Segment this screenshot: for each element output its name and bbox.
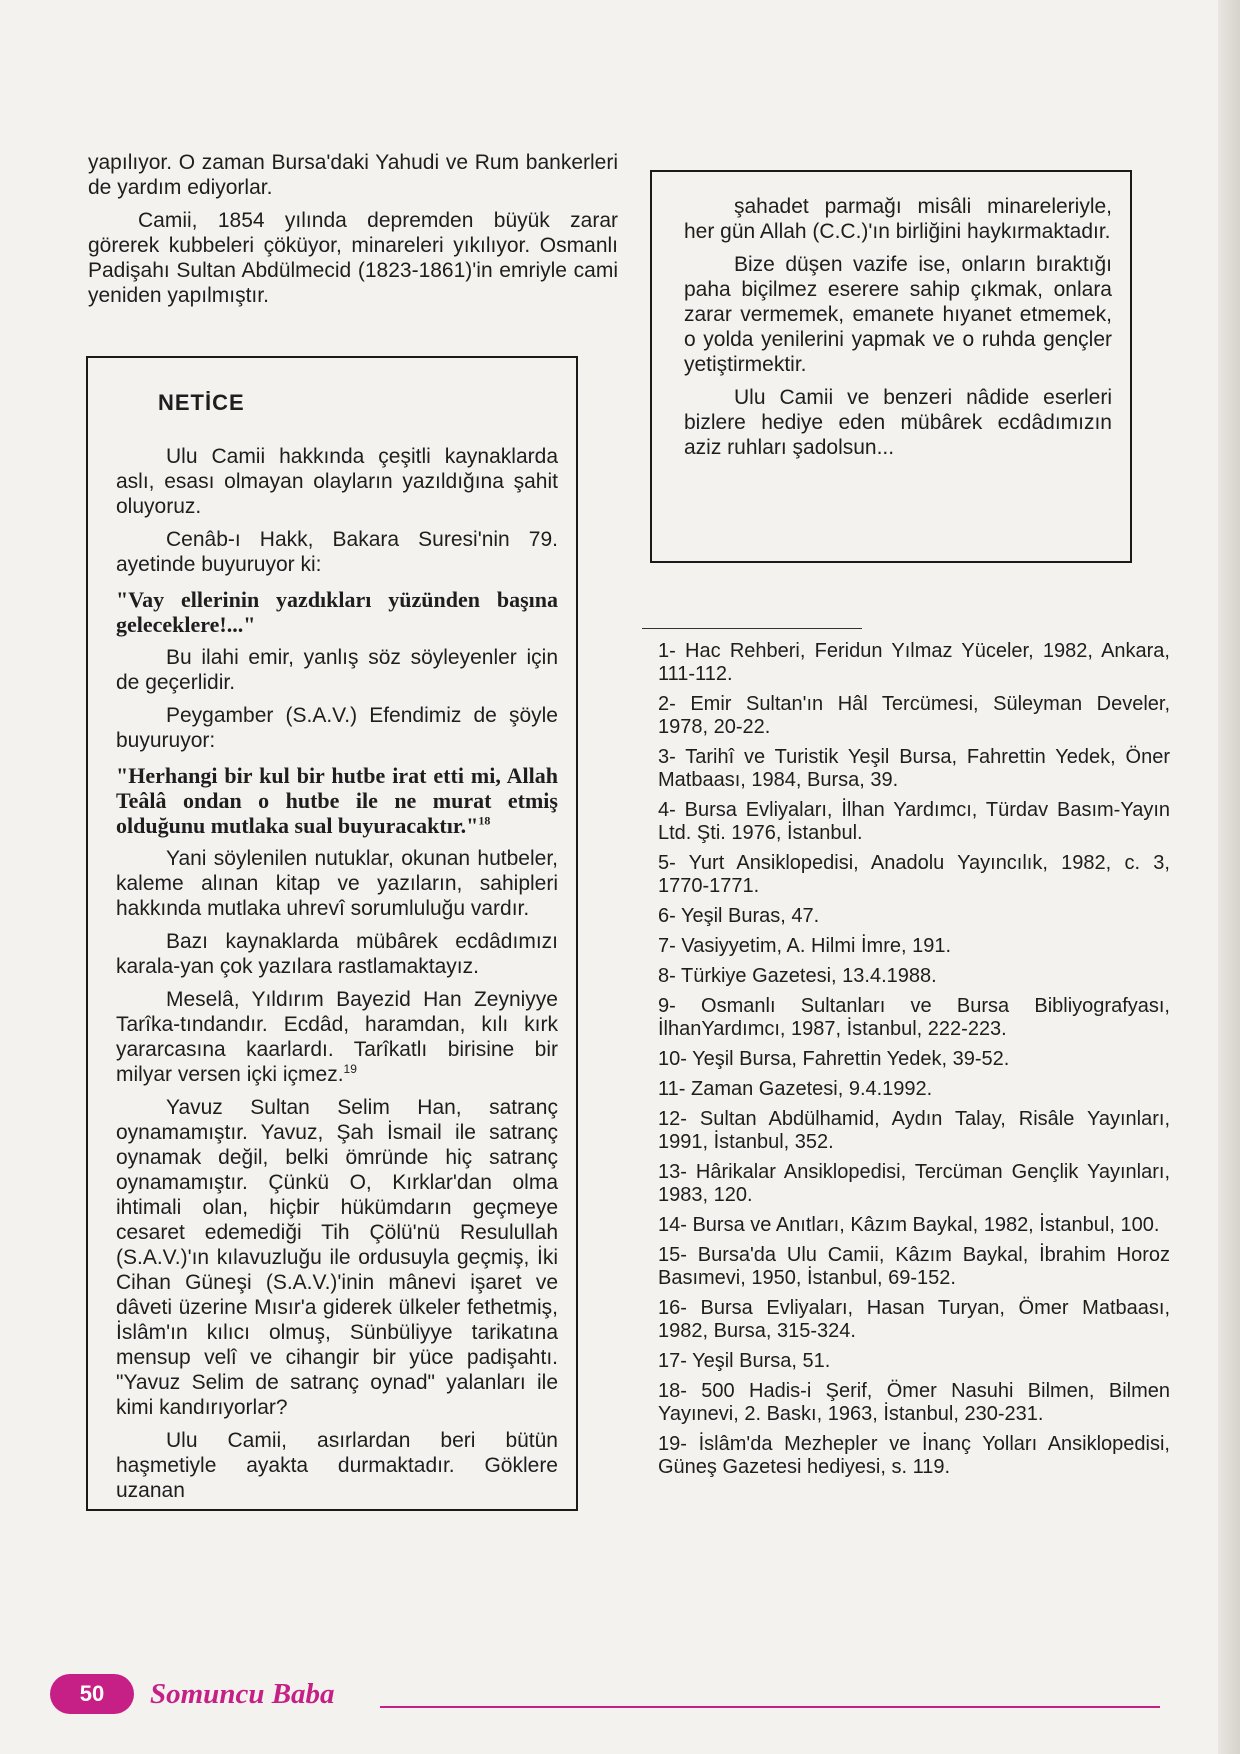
section-heading: NETİCE [158,390,245,415]
paragraph: Peygamber (S.A.V.) Efendimiz de şöyle buyuruyor: [116,704,558,752]
footnote-ref: 19 [343,1062,357,1076]
footnote: 2- Emir Sultan'ın Hâl Tercümesi, Süleyman Develer, 1978, 20-22. [658,693,1170,738]
paragraph-text: Meselâ, Yıldırım Bayezid Han Zeyniyye Tarîka-tındandır. Ecdâd, haramdan, kılı kırk yararcasına kaarlardı. Tarîkatlı birisine bir milyar versen içki içmez. [116,988,558,1086]
footnote: 5- Yurt Ansiklopedisi, Anadolu Yayıncılık, 1982, c. 3, 1770-1771. [658,852,1170,897]
footnote: 3- Tarihî ve Turistik Yeşil Bursa, Fahrettin Yedek, Öner Matbaası, 1984, Bursa, 39. [658,746,1170,791]
footnote: 8- Türkiye Gazetesi, 13.4.1988. [658,965,937,987]
footnote: 6- Yeşil Buras, 47. [658,905,820,927]
magazine-title: Somuncu Baba [150,1678,335,1710]
hadith-quote [116,763,558,838]
footnote-divider [642,628,862,629]
footnote: 9- Osmanlı Sultanları ve Bursa Bibliyografyası, İlhanYardımcı, 1987, İstanbul, 222-223. [658,995,1170,1040]
footnote: 15- Bursa'da Ulu Camii, Kâzım Baykal, İbrahim Horoz Basımevi, 1950, İstanbul, 69-152. [658,1244,1170,1289]
page-edge-shadow [1218,0,1240,1754]
footnote: 11- Zaman Gazetesi, 9.4.1992. [658,1078,933,1100]
footnote: 18- 500 Hadis-i Şerif, Ömer Nasuhi Bilmen, Bilmen Yayınevi, 2. Baskı, 1963, İstanbul, 230-231. [658,1380,1170,1425]
footnote: 17- Yeşil Bursa, 51. [658,1350,831,1372]
footnote: 4- Bursa Evliyaları, İlhan Yardımcı, Türdav Basım-Yayın Ltd. Şti. 1976, İstanbul. [658,799,1170,844]
left-column-intro [88,150,618,308]
paragraph: Bazı kaynaklarda mübârek ecdâdımızı karala-yan çok yazılara rastlamaktayız. [116,930,558,978]
paragraph: Yani söylenilen nutuklar, okunan hutbeler, kaleme alınan kitap ve yazıların, sahipleri hakkında mutlaka uhrevî sorumluluğu vardır. [116,847,558,920]
paragraph: Bu ilahi emir, yanlış söz söyleyenler için de geçerlidir. [116,646,558,694]
paragraph: Camii, 1854 yılında depremden büyük zarar görerek kubbeleri çöküyor, minareleri yıkılıyor. Osmanlı Padişahı Sultan Abdülmecid (1823-1861)'in emriyle cami yeniden yapılmıştır. [88,209,618,307]
paragraph: Ulu Camii ve benzeri nâdide eserleri bizlere hediye eden mübârek ecdâdımızın aziz ruhları şadolsun... [684,386,1112,459]
netice-box [86,356,578,1511]
footnote-ref: 18 [478,813,491,828]
paragraph: şahadet parmağı misâli minareleriyle, her gün Allah (C.C.)'ın birliğini haykırmaktadır. [684,195,1112,243]
paragraph: Cenâb-ı Hakk, Bakara Suresi'nin 79. ayetinde buyuruyor ki: [116,528,558,576]
paragraph: Ulu Camii, asırlardan beri bütün haşmetiyle ayakta durmaktadır. Göklere uzanan [116,1429,558,1502]
paragraph: Bize düşen vazife ise, onların bıraktığı paha biçilmez eserere sahip çıkmak, onlara zarar vermemek, emanete hıyanet etmemek, o yolda yenilerini yapmak ve o ruhda gençler yetiştirmektir. [684,253,1112,376]
footnote: 16- Bursa Evliyaları, Hasan Turyan, Ömer Matbaası, 1982, Bursa, 315-324. [658,1297,1170,1342]
paragraph: yapılıyor. O zaman Bursa'daki Yahudi ve Rum bankerleri de yardım ediyorlar. [88,151,618,199]
paragraph [116,987,558,1087]
footnote: 13- Hârikalar Ansiklopedisi, Tercüman Gençlik Yayınları, 1983, 120. [658,1161,1170,1206]
footnote: 12- Sultan Abdülhamid, Aydın Talay, Risâle Yayınları, 1991, İstanbul, 352. [658,1108,1170,1153]
footnote-list [658,640,1170,1486]
footer-divider [380,1706,1160,1708]
quran-quote: "Vay ellerinin yazdıkları yüzünden başına geleceklere!..." [116,587,558,637]
page-footer [50,1674,1170,1720]
footnote: 14- Bursa ve Anıtları, Kâzım Baykal, 1982, İstanbul, 100. [658,1214,1160,1236]
footnote: 19- İslâm'da Mezhepler ve İnanç Yolları Ansiklopedisi, Güneş Gazetesi hediyesi, s. 119. [658,1433,1170,1478]
paragraph: Yavuz Sultan Selim Han, satranç oynamamıştır. Yavuz, Şah İsmail ile satranç oynamak değil, belki ömründe hiç satranç oynamamıştır. Çünkü O, Kırklar'dan olma ihtimali olan, hiçbir hükümdarın geçmeye cesaret edemediği Tih Çölü'nü Resulullah (S.A.V.)'ın kılavuzluğu ile ordusuyla geçmiş, İki Cihan Güneşi (S.A.V.)'inin mânevi işaret ve dâveti üzerine Mısır'a giderek ülkeler fethetmiş, İslâm'ın kılıcı olmuş, Sünbüliyye tarikatına mensup velî ve cihangir bir yüce padişahtı. "Yavuz Selim de satranç oynad" yalanları ile kimi kandırıyorlar? [116,1096,558,1419]
footnote: 10- Yeşil Bursa, Fahrettin Yedek, 39-52. [658,1048,1010,1070]
footnote: 1- Hac Rehberi, Feridun Yılmaz Yüceler, 1982, Ankara, 111-112. [658,640,1170,685]
footnote: 7- Vasiyyetim, A. Hilmi İmre, 191. [658,935,952,957]
page-number-badge: 50 [50,1674,134,1714]
conclusion-box [650,170,1132,563]
paragraph: Ulu Camii hakkında çeşitli kaynaklarda aslı, esası olmayan olayların yazıldığına şahit oluyoruz. [116,445,558,518]
hadith-quote-text: "Herhangi bir kul bir hutbe irat etti mi, Allah Teâlâ ondan o hutbe ile ne murat etmiş olduğunu mutlaka sual buyuracaktır." [116,763,558,838]
